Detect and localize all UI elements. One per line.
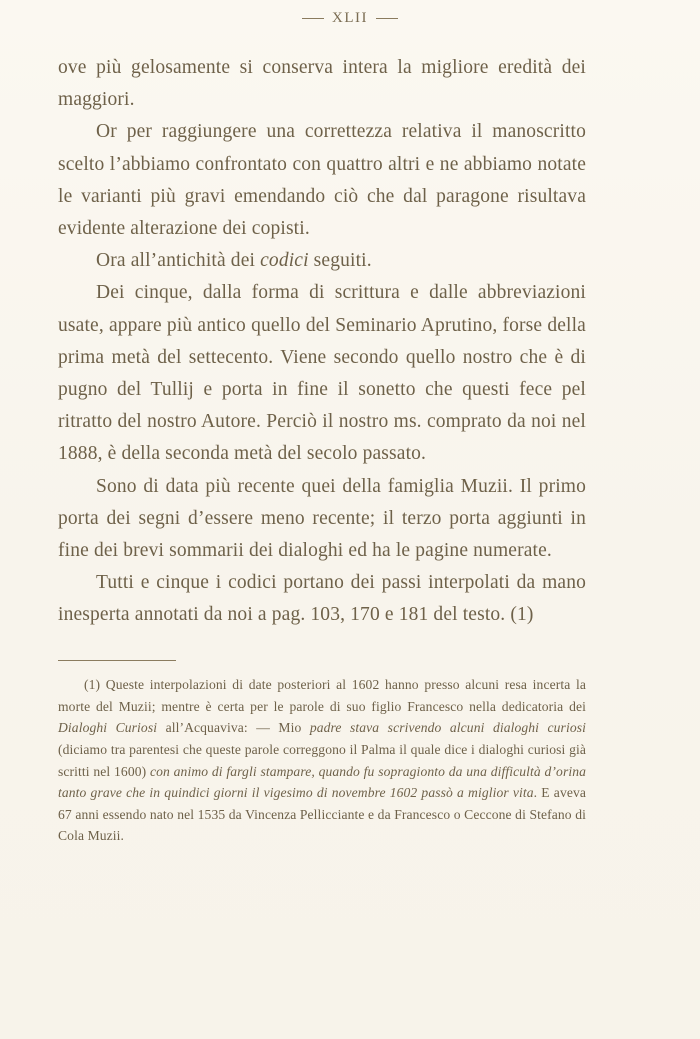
footnote-segment-5: (diciamo tra parentesi che queste parole correggono il Palma il quale dice i dialoghi curiosi già scritti nel 1600) bbox=[58, 741, 586, 779]
document-body bbox=[58, 52, 586, 632]
folio-rule-left bbox=[302, 18, 324, 19]
paragraph-cinque: Dei cinque, dalla forma di scrittura e dalle abbreviazioni usate, appare più antico quello del Seminario Aprutino, forse della prima metà del settecento. Viene secondo quello nostro che è di pugno del Tullij e porta in fine il sonetto che questi fece pel ritratto del nostro Autore. Perciò il nostro ms. comprato da noi nel 1888, è della seconda metà del secolo passato. bbox=[58, 282, 586, 465]
paragraph-eredita: ove più gelosamente si conserva intera la migliore eredità dei maggiori. bbox=[58, 57, 586, 111]
paragraph-antichita-italic: codici bbox=[260, 250, 309, 272]
paragraph-tutti: Tutti e cinque i codici portano dei passi interpolati da mano inesperta annotati da noi a pag. 103, 170 e 181 del testo. (1) bbox=[58, 572, 586, 626]
page-folio-number bbox=[0, 0, 700, 34]
footnote-segment-7: . E aveva 67 anni essendo nato nel 1535 da Vincenza Pellicciante e da Francesco o Ceccone di Stefano di Cola Muzii. bbox=[58, 785, 587, 844]
folio-rule-right bbox=[376, 18, 398, 19]
footnote-segment-1: (1) Queste interpolazioni di date posteriori al 1602 hanno presso alcuni resa incerta la morte del Muzii; mentre è certa per le parole di suo figlio Francesco nella dedicatoria dei bbox=[58, 677, 586, 714]
paragraph-muzii: Sono di data più recente quei della famiglia Muzii. Il primo porta dei segni d’essere meno recente; il terzo porta aggiunti in fine dei brevi sommarii dei dialoghi ed ha le pagine numerate. bbox=[58, 475, 586, 562]
folio-label: XLII bbox=[332, 10, 368, 26]
footnote-separator-rule bbox=[58, 660, 176, 662]
footnote-text bbox=[58, 674, 586, 847]
footnote-segment-6-italic: con animo di fargli stampare, quando fu sopragionto da una difficultà d’orina tanto grave che in quindici giorni il vigesimo di novembre 1602 passò a miglior vita bbox=[58, 763, 587, 801]
footnote-segment-4-italic: padre stava scrivendo alcuni dialoghi curiosi bbox=[309, 720, 586, 736]
footnote-segment-2-italic: Dialoghi Curiosi bbox=[58, 720, 158, 736]
paragraph-antichita-after: seguiti. bbox=[308, 250, 372, 272]
paragraph-correttezza: Or per raggiungere una correttezza relativa il manoscritto scelto l’abbiamo confrontato con quattro altri e ne abbiamo notate le varianti più gravi emendando ciò che dal paragone risultava evidente alterazione dei copisti. bbox=[58, 121, 586, 240]
paragraph-antichita bbox=[58, 245, 586, 277]
footnote-block bbox=[58, 660, 586, 847]
paragraph-antichita-before: Ora all’antichità dei bbox=[96, 250, 261, 272]
footnote-segment-3: all’Acquaviva: — Mio bbox=[157, 720, 310, 736]
